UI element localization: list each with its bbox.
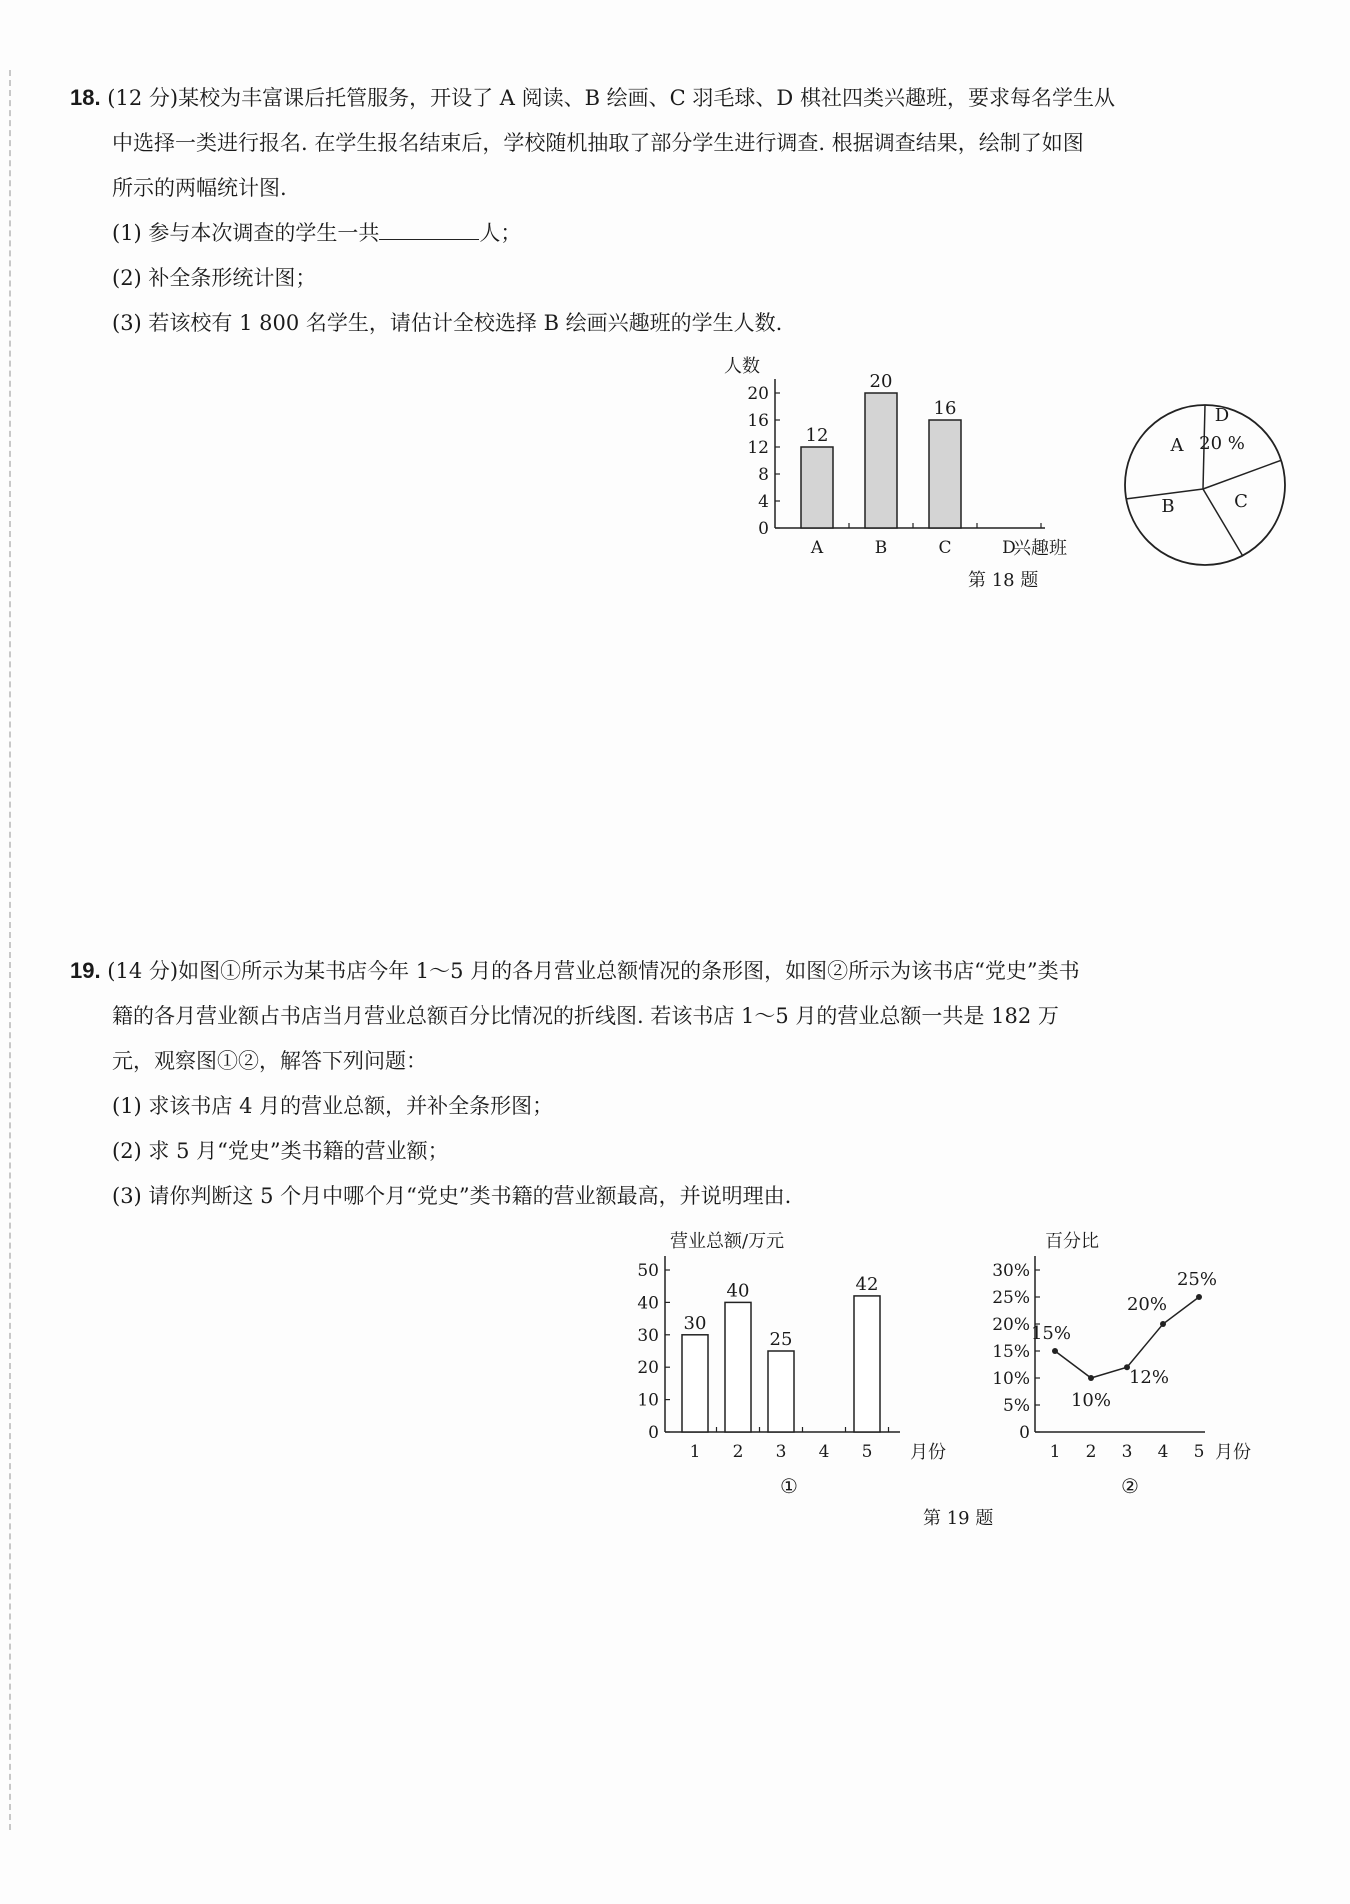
- y-axis-label: 人数: [724, 356, 760, 377]
- x-tick-label: A: [810, 538, 824, 558]
- data-point: [1052, 1348, 1058, 1354]
- pie-slice-label: B: [1161, 496, 1175, 517]
- x-tick-label: 4: [818, 1442, 830, 1462]
- x-tick-label: 5: [1193, 1442, 1205, 1462]
- bar-value-label: 20: [869, 371, 893, 392]
- bar: [854, 1296, 880, 1432]
- y-tick-label: 12: [747, 438, 769, 458]
- y-tick-label: 0: [648, 1423, 659, 1443]
- answer-blank[interactable]: [379, 215, 479, 240]
- q18-pie-chart: [1115, 395, 1295, 575]
- y-tick-label: 0: [758, 519, 769, 539]
- question-19: [70, 948, 1290, 1219]
- bar-value-label: 30: [683, 1312, 707, 1334]
- x-axis-label: 月份: [910, 1442, 946, 1463]
- q18-part1: (1) 参与本次调查的学生一共 人；: [70, 211, 1290, 256]
- bar-value-label: 16: [933, 398, 957, 419]
- data-point-label: 20%: [1126, 1294, 1168, 1315]
- x-tick-label: 1: [1049, 1442, 1061, 1462]
- y-axis-label: 营业总额/万元: [670, 1231, 785, 1252]
- x-axis-label: 月份: [1215, 1442, 1251, 1463]
- q19-fig1-label: ①: [780, 1474, 798, 1498]
- q19-stem-line3: 元，观察图①②，解答下列问题：: [112, 1049, 427, 1073]
- q18-bar-chart: [720, 350, 1100, 565]
- q18-part3: (3) 若该校有 1 800 名学生，请估计全校选择 B 绘画兴趣班的学生人数.: [112, 311, 783, 335]
- x-tick-label: 4: [1157, 1442, 1169, 1462]
- q18-stem-line2: 中选择一类进行报名. 在学生报名结束后，学校随机抽取了部分学生进行调查. 根据调查结果，绘制了如图: [112, 131, 1084, 155]
- y-tick-label: 8: [758, 465, 769, 485]
- data-point: [1196, 1294, 1202, 1300]
- q19-line-chart: [985, 1225, 1295, 1465]
- bar-value-label: 42: [855, 1273, 879, 1295]
- q19-part3: (3) 请你判断这 5 个月中哪个月“党史”类书籍的营业额最高，并说明理由.: [112, 1184, 792, 1208]
- q18-stem-line1: 18. (12 分)某校为丰富课后托管服务，开设了 A 阅读、B 绘画、C 羽毛球、D 棋社四类兴趣班，要求每名学生从: [70, 85, 1115, 110]
- binding-margin-line: [9, 70, 11, 1830]
- x-tick-label: 3: [775, 1442, 787, 1462]
- q19-stem-line2: 籍的各月营业额占书店当月营业总额百分比情况的折线图. 若该书店 1～5 月的营业总额一共是 182 万: [112, 1004, 1059, 1028]
- x-tick-label: 1: [689, 1442, 701, 1462]
- x-tick-label: C: [938, 538, 952, 558]
- bar-value-label: 12: [805, 425, 829, 446]
- y-tick-label: 25%: [992, 1288, 1030, 1308]
- x-tick-label: 3: [1121, 1442, 1133, 1462]
- y-tick-label: 0: [1019, 1423, 1030, 1443]
- q19-caption: 第 19 题: [923, 1508, 994, 1529]
- x-axis-label: 兴趣班: [1013, 538, 1067, 559]
- y-tick-label: 30%: [992, 1261, 1030, 1281]
- data-point-label: 12%: [1128, 1367, 1170, 1389]
- y-tick-label: 20: [637, 1358, 659, 1379]
- q18-part2: (2) 补全条形统计图；: [112, 266, 317, 290]
- data-point: [1160, 1321, 1166, 1327]
- q19-fig2-label: ②: [1121, 1474, 1139, 1498]
- q19-part1: (1) 求该书店 4 月的营业总额，并补全条形图；: [112, 1094, 554, 1118]
- pie-slice-label: D: [1214, 405, 1230, 426]
- q18-number: 18.: [70, 85, 101, 110]
- q18-stem-line3: 所示的两幅统计图.: [112, 176, 287, 200]
- bar-value-label: 40: [726, 1280, 750, 1302]
- q19-number: 19.: [70, 958, 101, 983]
- y-tick-label: 40: [637, 1293, 659, 1314]
- data-point-label: 25%: [1176, 1269, 1218, 1290]
- y-tick-label: 4: [758, 492, 769, 512]
- pie-slice-label: C: [1234, 491, 1248, 512]
- data-point-label: 10%: [1070, 1390, 1112, 1411]
- bar: [929, 420, 961, 528]
- y-tick-label: 5%: [1003, 1396, 1030, 1416]
- question-18: [70, 75, 1290, 346]
- y-tick-label: 50: [637, 1261, 659, 1281]
- q19-bar-chart: [630, 1225, 960, 1465]
- y-tick-label: 16: [747, 411, 769, 431]
- y-tick-label: 15%: [992, 1342, 1030, 1362]
- data-point: [1088, 1375, 1094, 1381]
- bar: [801, 447, 833, 528]
- y-tick-label: 10%: [992, 1369, 1030, 1389]
- x-tick-label: 5: [861, 1442, 873, 1462]
- bar: [865, 393, 897, 528]
- q19-stem-line1: 19. (14 分)如图①所示为某书店今年 1～5 月的各月营业总额情况的条形图，如图②所示为该书店“党史”类书: [70, 958, 1080, 983]
- y-tick-label: 20%: [992, 1315, 1030, 1335]
- pie-slice-percent-label: 20 %: [1199, 433, 1245, 454]
- x-tick-label: D: [1002, 538, 1016, 558]
- y-tick-label: 10: [637, 1390, 659, 1411]
- pie-slice-label: A: [1170, 435, 1184, 456]
- x-tick-label: B: [874, 538, 888, 558]
- bar: [768, 1351, 794, 1432]
- x-tick-label: 2: [1085, 1442, 1097, 1462]
- y-tick-label: 30: [637, 1325, 659, 1346]
- q19-part2: (2) 求 5 月“党史”类书籍的营业额；: [112, 1139, 449, 1163]
- x-tick-label: 2: [732, 1442, 744, 1462]
- pie-slice-edge: [1203, 460, 1281, 489]
- bar: [682, 1335, 708, 1432]
- y-tick-label: 20: [747, 384, 769, 404]
- y-axis-label: 百分比: [1045, 1231, 1099, 1252]
- data-point-label: 15%: [1030, 1323, 1072, 1344]
- q18-caption: 第 18 题: [968, 570, 1039, 591]
- bar-value-label: 25: [769, 1329, 793, 1350]
- bar: [725, 1302, 751, 1432]
